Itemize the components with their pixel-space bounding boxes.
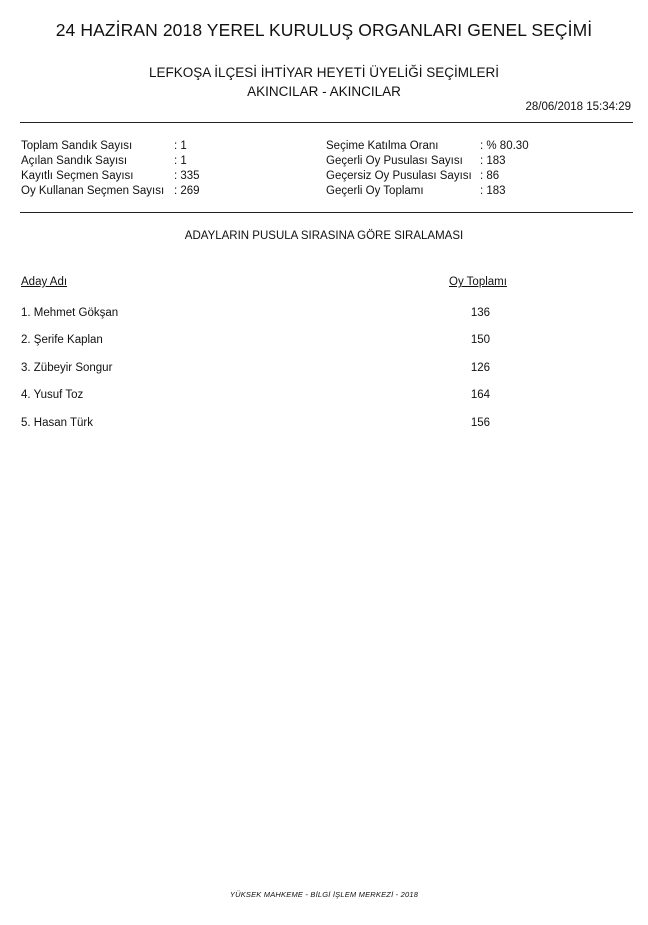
stat-label: Seçime Katılma Oranı	[326, 140, 439, 152]
stat-value: : 183	[480, 155, 506, 167]
candidate-name: 1. Mehmet Gökşan	[21, 307, 119, 319]
stat-value: : 86	[480, 170, 500, 182]
stat-value: : 335	[174, 170, 200, 182]
candidate-votes: 126	[470, 362, 490, 374]
stat-value: : 1	[174, 140, 187, 152]
candidate-votes: 164	[470, 389, 490, 401]
candidate-votes: 136	[470, 307, 490, 319]
election-subtitle: LEFKOŞA İLÇESİ İHTİYAR HEYETİ ÜYELİĞİ SEÇİMLERİ	[148, 65, 500, 80]
candidate-row	[0, 334, 648, 350]
stat-value: : 183	[480, 185, 506, 197]
page-title: 24 HAZİRAN 2018 YEREL KURULUŞ ORGANLARI GENEL SEÇİMİ	[55, 20, 593, 40]
report-timestamp: 28/06/2018 15:34:29	[525, 101, 631, 113]
candidate-row	[0, 362, 648, 378]
column-header-name: Aday Adı	[21, 276, 68, 288]
stat-label: Kayıtlı Seçmen Sayısı	[21, 170, 134, 182]
stat-label: Oy Kullanan Seçmen Sayısı	[21, 185, 165, 197]
stat-label: Toplam Sandık Sayısı	[21, 140, 133, 152]
stat-label: Geçerli Oy Toplamı	[326, 185, 424, 197]
stat-value: : 1	[174, 155, 187, 167]
stat-label: Açılan Sandık Sayısı	[21, 155, 128, 167]
middle-divider	[20, 212, 633, 213]
stat-value: : 269	[174, 185, 200, 197]
locality-subtitle: AKINCILAR - AKINCILAR	[247, 84, 401, 99]
candidate-name: 4. Yusuf Toz	[21, 389, 84, 401]
candidate-row	[0, 417, 648, 433]
candidate-name: 3. Zübeyir Songur	[21, 362, 113, 374]
candidate-votes: 150	[470, 334, 490, 346]
stat-label: Geçerli Oy Pusulası Sayısı	[326, 155, 463, 167]
candidate-row	[0, 389, 648, 405]
page-footer: YÜKSEK MAHKEME - BİLGİ İŞLEM MERKEZİ - 2018	[229, 890, 419, 899]
stat-value: : % 80.30	[480, 140, 529, 152]
candidate-row	[0, 307, 648, 323]
column-header-votes: Oy Toplamı	[449, 276, 507, 288]
top-divider	[20, 122, 633, 123]
results-heading: ADAYLARIN PUSULA SIRASINA GÖRE SIRALAMASI	[184, 230, 464, 242]
stat-label: Geçersiz Oy Pusulası Sayısı	[326, 170, 472, 182]
candidate-name: 5. Hasan Türk	[21, 417, 94, 429]
candidate-votes: 156	[470, 417, 490, 429]
candidate-name: 2. Şerife Kaplan	[21, 334, 103, 346]
